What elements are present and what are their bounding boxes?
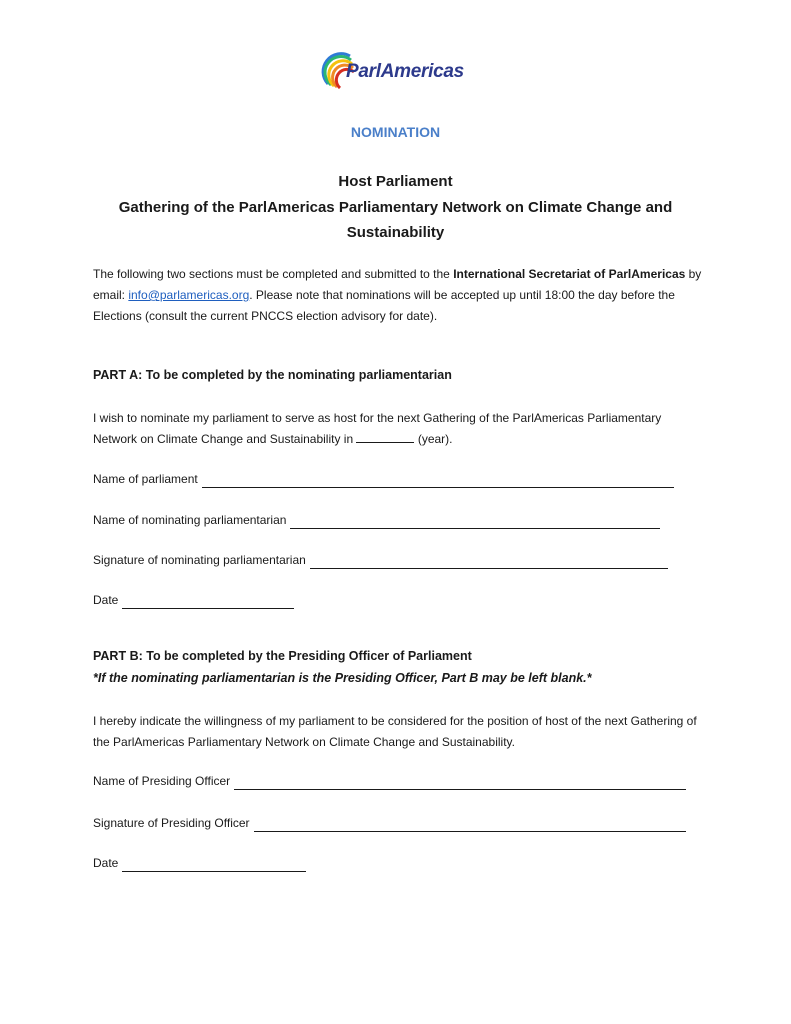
part-a-text: (year).	[414, 432, 453, 446]
part-a-text: I wish to nominate my parliament to serve as host for the next Gathering of the ParlAmericas Parliamentary Network on Climate Change and Sustainability in	[93, 411, 662, 446]
nomination-heading: NOMINATION	[350, 124, 441, 140]
input-line[interactable]	[122, 592, 294, 609]
field-label: Signature of nominating parliamentarian	[93, 553, 306, 567]
field-label: Name of parliament	[93, 472, 198, 486]
nominating-signature-field[interactable]	[93, 549, 668, 569]
intro-paragraph	[93, 264, 703, 327]
title-line-1: Host Parliament	[338, 173, 453, 190]
part-b-note: *If the nominating parliamentarian is the Presiding Officer, Part B may be left blank.*	[93, 671, 592, 685]
field-label: Date	[93, 593, 119, 607]
title-line-2: Gathering of the ParlAmericas Parliamentary Network on Climate Change and	[118, 199, 673, 216]
field-label: Name of Presiding Officer	[93, 774, 231, 788]
input-line[interactable]	[234, 773, 686, 790]
input-line[interactable]	[310, 552, 668, 569]
secretariat-name: International Secretariat of ParlAmericas	[453, 267, 686, 281]
input-line[interactable]	[290, 512, 660, 529]
email-link[interactable]: info@parlamericas.org	[128, 288, 250, 302]
input-line[interactable]	[202, 471, 674, 488]
year-field[interactable]	[356, 430, 414, 443]
logo-text: ParlAmericas	[346, 61, 464, 82]
parlamericas-logo	[320, 48, 480, 96]
title-line-3: Sustainability	[346, 224, 445, 241]
part-a-date-field[interactable]	[93, 589, 294, 609]
intro-text: . Please note that nominations will be accepted up until 18:00 the day before the Elections (consult the current PNCCS election advisory for date).	[93, 288, 675, 323]
field-label: Name of nominating parliamentarian	[93, 513, 287, 527]
input-line[interactable]	[122, 855, 306, 872]
officer-signature-field[interactable]	[93, 812, 686, 832]
field-label: Signature of Presiding Officer	[93, 816, 250, 830]
input-line[interactable]	[254, 815, 686, 832]
intro-text: by email:	[93, 267, 702, 302]
part-b-heading: PART B: To be completed by the Presiding Officer of Parliament	[93, 649, 472, 663]
field-label: Date	[93, 856, 119, 870]
parliament-name-field[interactable]	[93, 468, 674, 488]
part-a-paragraph	[93, 408, 703, 450]
officer-name-field[interactable]	[93, 770, 686, 790]
part-b-paragraph: I hereby indicate the willingness of my parliament to be considered for the position of host of the next Gathering of the ParlAmericas Parliamentary Network on Climate Change and Sustainability.	[93, 714, 697, 749]
part-b-date-field[interactable]	[93, 852, 306, 872]
intro-text: The following two sections must be completed and submitted to the	[93, 267, 454, 281]
nominating-name-field[interactable]	[93, 509, 660, 529]
part-a-heading: PART A: To be completed by the nominating parliamentarian	[93, 368, 452, 382]
